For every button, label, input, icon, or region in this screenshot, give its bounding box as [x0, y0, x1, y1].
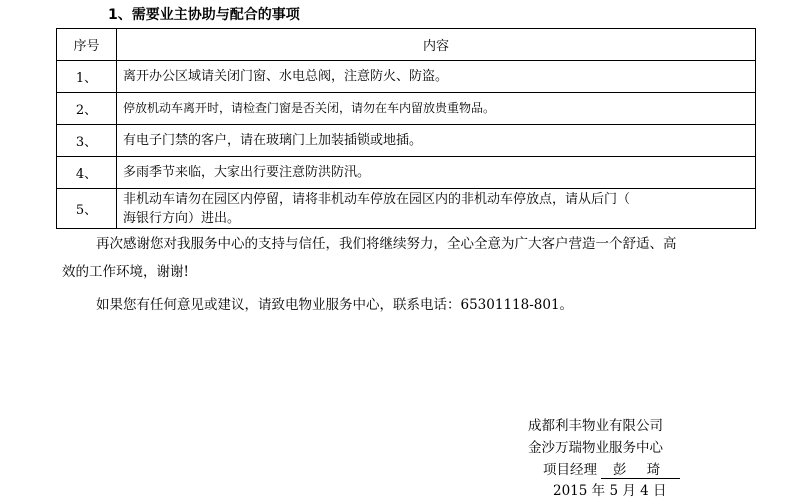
table-row	[57, 93, 756, 125]
row-number: 5、	[57, 189, 117, 229]
thanks-paragraph-line2: 效的工作环境，谢谢!	[62, 264, 189, 280]
signature-manager	[543, 458, 680, 479]
row-content: 停放机动车离开时，请检查门窗是否关闭，请勿在车内留放贵重物品。	[117, 93, 756, 125]
row-content: 多雨季节来临，大家出行要注意防洪防汛。	[117, 157, 756, 189]
table-row	[57, 61, 756, 93]
signature-center: 金沙万瑞物业服务中心	[528, 440, 663, 456]
row-content: 有电子门禁的客户，请在玻璃门上加装插锁或地插。	[117, 125, 756, 157]
table-row	[57, 189, 756, 229]
row-content-line: 海银行方向）进出。	[123, 210, 241, 226]
column-header-content: 内容	[117, 29, 756, 61]
row-number: 4、	[57, 157, 117, 189]
table-header-row	[57, 29, 756, 61]
row-content: 离开办公区域请关闭门窗、水电总阀，注意防火、防盗。	[117, 61, 756, 93]
row-number: 1、	[57, 61, 117, 93]
row-number: 2、	[57, 93, 117, 125]
thanks-paragraph-line1: 再次感谢您对我服务中心的支持与信任，我们将继续努力，全心全意为广大客户营造一个舒适、高	[96, 236, 677, 252]
column-header-no: 序号	[57, 29, 117, 61]
table-row	[57, 157, 756, 189]
row-content	[117, 189, 756, 229]
signature-company: 成都利丰物业有限公司	[528, 418, 663, 434]
section-heading: 1、需要业主协助与配合的事项	[108, 7, 300, 23]
manager-name: 彭 琦	[601, 458, 680, 479]
signature-date: 2015 年 5 月 4 日	[553, 483, 667, 499]
row-content-line: 非机动车请勿在园区内停留，请将非机动车停放在园区内的非机动车停放点，请从后门（	[123, 191, 631, 207]
table-row	[57, 125, 756, 157]
row-number: 3、	[57, 125, 117, 157]
manager-label: 项目经理	[543, 462, 597, 478]
items-table	[56, 28, 756, 229]
contact-paragraph: 如果您有任何意见或建议，请致电物业服务中心，联系电话：65301118-801。	[96, 297, 574, 313]
